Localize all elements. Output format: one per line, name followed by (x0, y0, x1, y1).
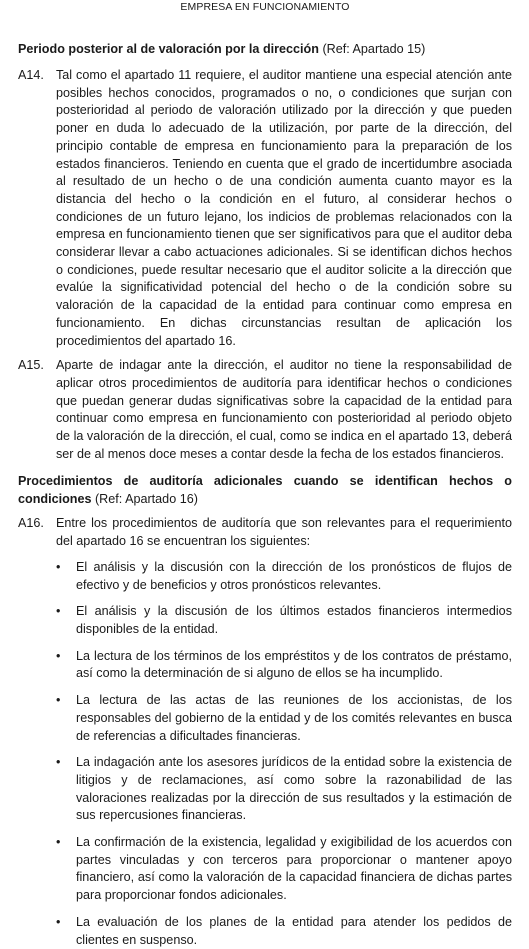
bullet-marker: • (56, 755, 61, 770)
list-item-text: La evaluación de los planes de la entidad para atender los pedidos de clientes en suspenso. (76, 914, 512, 947)
paragraph-text: Aparte de indagar ante la dirección, el auditor no tiene la responsabilidad de aplicar otros procedimientos de auditoría para identificar hechos o condiciones que puedan generar dudas significativas sobre la capacidad de la entidad para continuar como empresa en funcionamiento con posterioridad al periodo objeto de la valoración de la dirección, el cual, como se indica en el apartado 13, deberá ser de al menos doce meses a contar desde la fecha de los estados financieros. (56, 358, 512, 461)
paragraph-a16 (18, 515, 512, 550)
bullet-marker: • (56, 559, 61, 574)
list-item (18, 603, 512, 638)
bullet-marker: • (56, 835, 61, 850)
list-item (18, 692, 512, 745)
section-heading-ref: (Ref: Apartado 16) (94, 492, 198, 507)
list-item (18, 914, 512, 949)
list-item-text: El análisis y la discusión con la dirección de los pronósticos de flujos de efectivo y de beneficios y otros pronósticos relevantes. (76, 559, 512, 592)
list-item (18, 559, 512, 594)
section-heading-procedimientos (18, 472, 512, 508)
list-item-text: La indagación ante los asesores jurídicos de la entidad sobre la existencia de litigios y de reclamaciones, así como sobre la razonabilidad de las valoraciones realizadas por la dirección de sus resultados y la estimación de sus repercusiones financieras. (76, 755, 512, 823)
section-heading-periodo-posterior (18, 41, 512, 58)
bullet-marker: • (56, 693, 61, 708)
list-item (18, 648, 512, 683)
list-item-text: La lectura de los términos de los empréstitos y de los contratos de préstamo, así como la determinación de si alguno de ellos se ha incumplido. (76, 648, 512, 681)
list-item (18, 834, 512, 905)
paragraph-a15 (18, 357, 512, 463)
paragraph-text: Entre los procedimientos de auditoría que son relevantes para el requerimiento del apartado 16 se encuentran los siguientes: (56, 516, 512, 549)
running-header: EMPRESA EN FUNCIONAMIENTO (180, 1, 350, 13)
section-heading-title: Periodo posterior al de valoración por la dirección (18, 42, 319, 56)
list-item-text: El análisis y la discusión de los últimos estados financieros intermedios disponibles de la entidad. (76, 604, 512, 636)
list-item-text: La confirmación de la existencia, legalidad y exigibilidad de los acuerdos con partes vinculadas y con terceros para proporcionar o mantener apoyo financiero, así como la valoración de la capacidad financiera de dichas partes para proporcionar fondos adicionales. (76, 835, 512, 903)
procedures-list (18, 559, 512, 949)
paragraph-number: A14. (18, 68, 44, 82)
bullet-marker: • (56, 604, 61, 619)
section-heading-ref: (Ref: Apartado 15) (322, 42, 426, 56)
bullet-marker: • (56, 648, 61, 663)
paragraph-number: A16. (18, 516, 44, 531)
bullet-marker: • (56, 914, 61, 929)
paragraph-number: A15. (18, 358, 44, 373)
section-heading-title: Procedimientos de auditoría adicionales cuando se identifican hechos o condiciones (18, 474, 512, 507)
list-item (18, 754, 512, 825)
list-item-text: La lectura de las actas de las reuniones de los accionistas, de los responsables del gobierno de la entidad y de los comités relevantes en busca de referencias a dificultades financieras. (76, 693, 512, 743)
paragraph-a14 (18, 67, 512, 350)
paragraph-text: Tal como el apartado 11 requiere, el auditor mantiene una especial atención ante posibles hechos conocidos, programados o no, o condiciones que surjan con posterioridad al periodo de valoración utilizado por la dirección y que pueden poner en duda lo adecuado de la utilización, por parte de la dirección, del principio contable de empresa en funcionamiento para la preparación de los estados financieros. Teniendo en cuenta que el grado de incertidumbre asociada al resultado de un hecho o de una condición aumenta cuanto mayor es la distancia del hecho o la condición en el futuro, al considerar hechos o condiciones de un futuro lejano, los indicios de problemas relacionados con la empresa en funcionamiento tienen que ser significativos para que el auditor deba considerar llevar a cabo actuaciones adicionales. Si se identifican dichos hechos o condiciones, puede resultar necesario que el auditor solicite a la dirección que evalúe la significatividad potencial del hecho o de la condición sobre su valoración de la capacidad de la entidad para continuar como empresa en funcionamiento. En dichas circunstancias resultan de aplicación los procedimientos del apartado 16. (56, 68, 512, 348)
document-page (18, 0, 512, 949)
